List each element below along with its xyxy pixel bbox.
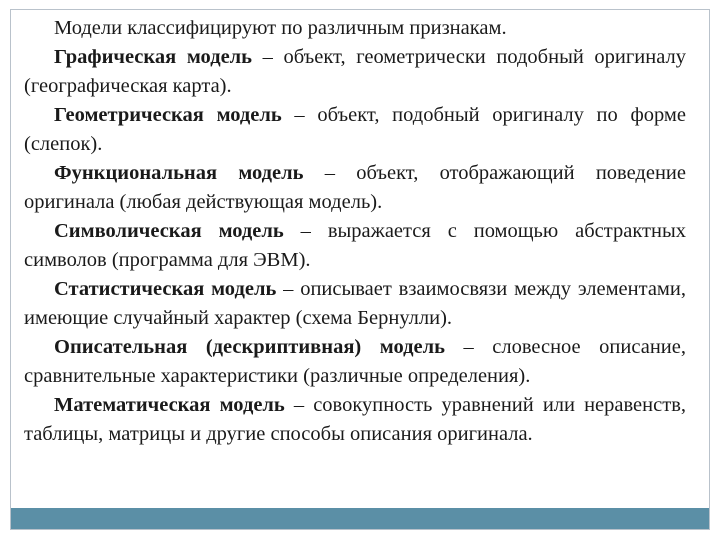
model-definition: – объект, отображающий поведение оригинала (любая действующая модель). [24, 162, 686, 213]
intro-paragraph: Модели классифицируют по различным признакам. [54, 17, 507, 39]
model-definition: – объект, геометрически подобный оригиналу (географическая карта). [24, 46, 686, 97]
model-definition: – словесное описание, сравнительные характеристики (различные определения). [24, 336, 686, 387]
model-item-mathematical [24, 391, 686, 449]
model-term: Математическая модель [54, 394, 285, 416]
text-block [24, 14, 686, 449]
model-item-functional [24, 159, 686, 217]
model-item-descriptive [24, 333, 686, 391]
model-term: Графическая модель [54, 46, 253, 68]
model-definition: – выражается с помощью абстрактных символов (программа для ЭВМ). [24, 220, 686, 271]
model-item-geometric [24, 101, 686, 159]
model-term: Описательная (дескриптивная) модель [54, 336, 445, 358]
model-definition: – объект, подобный оригиналу по форме (слепок). [24, 104, 686, 155]
model-item-statistical [24, 275, 686, 333]
model-definition: – описывает взаимосвязи между элементами, имеющие случайный характер (схема Бернулли). [24, 278, 686, 329]
model-term: Символическая модель [54, 220, 284, 242]
model-item-symbolic [24, 217, 686, 275]
model-term: Функциональная модель [54, 162, 304, 184]
bottom-accent-bar [11, 508, 709, 529]
model-term: Статистическая модель [54, 278, 277, 300]
model-term: Геометрическая модель [54, 104, 282, 126]
model-item-graphic [24, 43, 686, 101]
model-definition: – совокупность уравнений или неравенств, таблицы, матрицы и другие способы описания оригинала. [24, 394, 686, 445]
